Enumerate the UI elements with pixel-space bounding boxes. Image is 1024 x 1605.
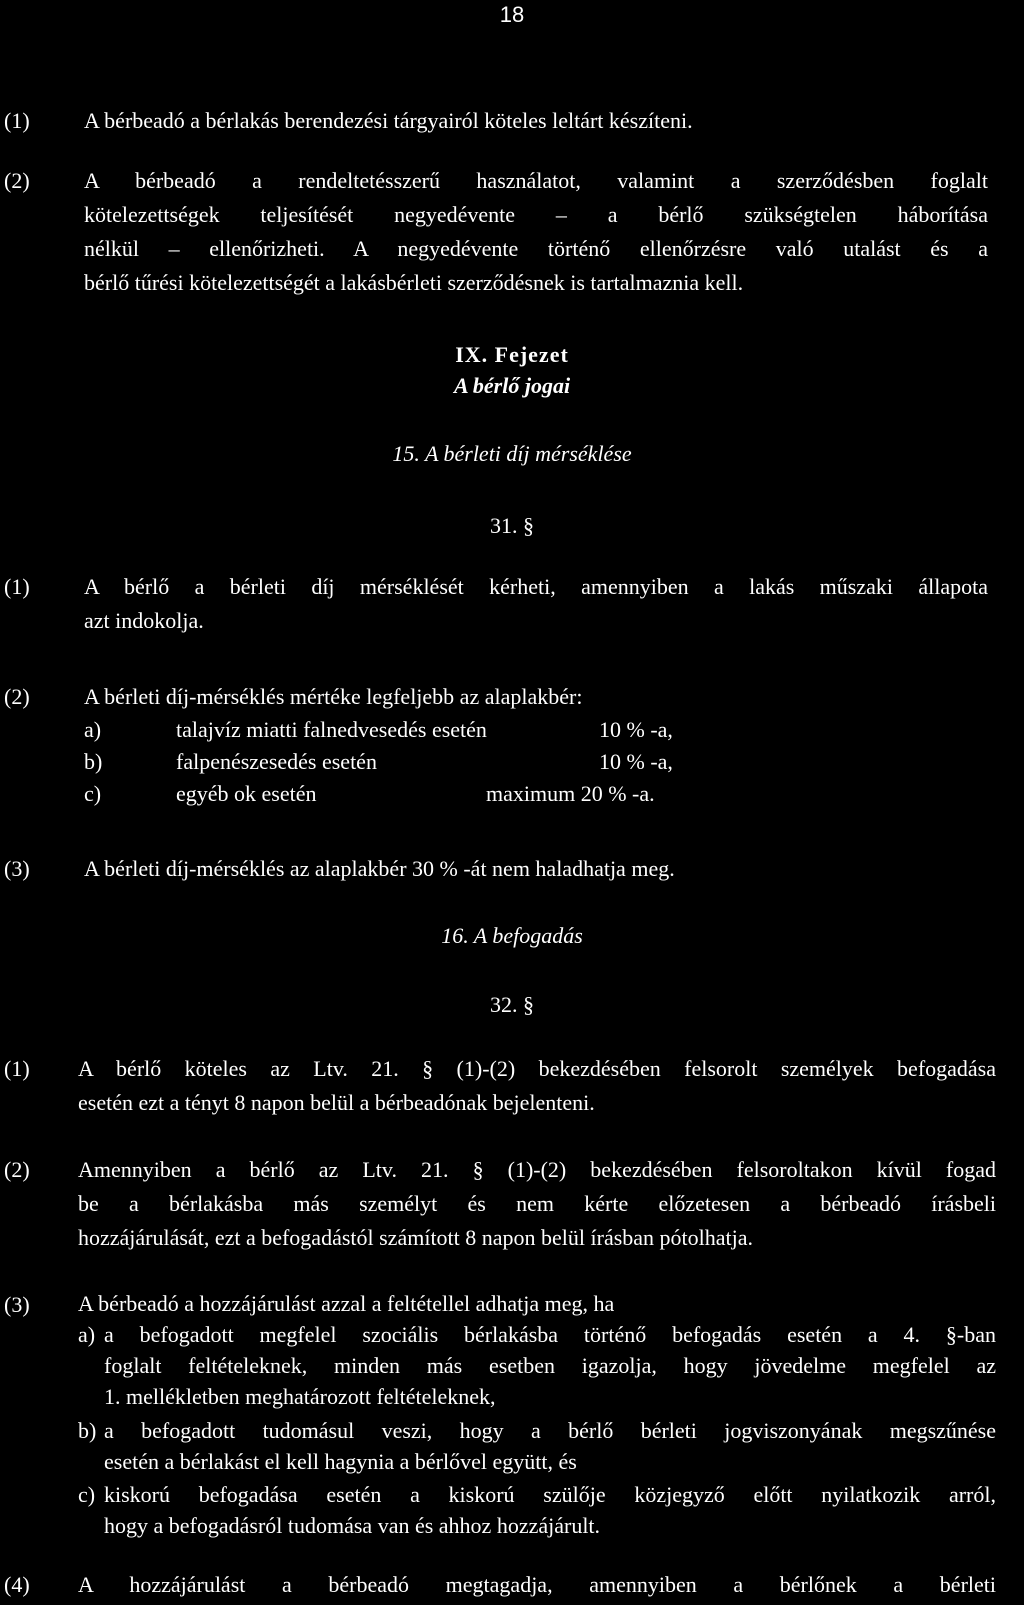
chapter-number: IX. Fejezet: [455, 342, 569, 367]
list-value: 10 % -a,: [599, 717, 673, 742]
paragraph-text: [84, 164, 988, 300]
paragraph-text: [78, 1568, 996, 1602]
list-value: 10 % -a,: [599, 749, 673, 774]
paragraph-number: (1): [4, 574, 30, 599]
paragraph-number: (3): [4, 1292, 30, 1317]
text-line: A bérleti díj-mérséklés mértéke legfeljebb az alaplakbér:: [84, 684, 583, 709]
paragraph-text: [84, 680, 988, 714]
text-line: A bérbeadó a rendeltetésszerű használatot, valamint a szerződésben foglalt: [84, 168, 988, 193]
paragraph-mark-31: 31. §: [490, 513, 534, 538]
paragraph-text: [84, 852, 988, 886]
text-line: kötelezettségek teljesítését negyedévente – a bérlő szükségtelen háborítása: [84, 202, 988, 227]
list-label: b): [78, 1418, 97, 1443]
list-text: falpenészesedés esetén: [176, 749, 377, 774]
text-line: be a bérlakásba más személyt és nem kérte előzetesen a bérbeadó írásbeli: [78, 1191, 996, 1216]
section-heading-16: 16. A befogadás: [441, 923, 583, 948]
text-line: A hozzájárulást a bérbeadó megtagadja, amennyiben a bérlőnek a bérleti: [78, 1572, 996, 1597]
paragraph-number: (2): [4, 684, 30, 709]
text-line: hozzájárulását, ezt a befogadástól számított 8 napon belül írásban pótolhatja.: [78, 1225, 754, 1250]
list-text: talajvíz miatti falnedvesedés esetén: [176, 717, 487, 742]
list-label: c): [78, 1482, 96, 1507]
list-text: [104, 1319, 996, 1412]
text-line: A bérlő a bérleti díj mérséklését kérheti, amennyiben a lakás műszaki állapota: [84, 574, 988, 599]
text-line: 1. mellékletben meghatározott feltételeknek,: [104, 1384, 496, 1409]
paragraph-number: (2): [4, 1157, 30, 1182]
text-line: A bérbeadó a hozzájárulást azzal a feltétellel adhatja meg, ha: [78, 1291, 615, 1316]
list-text: egyéb ok esetén: [176, 781, 317, 806]
list-label: c): [84, 781, 102, 806]
list-value: maximum 20 % -a.: [486, 781, 655, 806]
text-line: Amennyiben a bérlő az Ltv. 21. § (1)-(2) bekezdésében felsoroltakon kívül fogad: [78, 1157, 996, 1182]
page-number: 18: [499, 2, 525, 27]
paragraph-number: (2): [4, 168, 30, 193]
list-text: [104, 1479, 996, 1541]
list-text: [104, 1415, 996, 1477]
list-label: a): [78, 1322, 96, 1347]
paragraph-number: (4): [4, 1572, 30, 1597]
text-line: kiskorú befogadása esetén a kiskorú szülője közjegyző előtt nyilatkozik arról,: [104, 1482, 996, 1507]
text-line: bérlő tűrési kötelezettségét a lakásbérleti szerződésnek is tartalmaznia kell.: [84, 270, 744, 295]
text-line: esetén ezt a tényt 8 napon belül a bérbeadónak bejelenteni.: [78, 1090, 595, 1115]
text-line: a befogadott tudomásul veszi, hogy a bérlő bérleti jogviszonyának megszűnése: [104, 1418, 996, 1443]
paragraph-number: (1): [4, 108, 30, 133]
paragraph-text: [84, 570, 988, 638]
chapter-title: A bérlő jogai: [453, 373, 571, 398]
text-line: esetén a bérlakást el kell hagynia a bérlővel együtt, és: [104, 1449, 577, 1474]
section-heading-15: 15. A bérleti díj mérséklése: [392, 441, 632, 466]
text-line: A bérbeadó a bérlakás berendezési tárgyairól köteles leltárt készíteni.: [84, 108, 693, 133]
text-line: a befogadott megfelel szociális bérlakásba történő befogadás esetén a 4. §-ban: [104, 1322, 996, 1347]
text-line: foglalt feltételeknek, minden más esetben igazolja, hogy jövedelme megfelel az: [104, 1353, 996, 1378]
paragraph-number: (3): [4, 856, 30, 881]
text-line: A bérlő köteles az Ltv. 21. § (1)-(2) bekezdésében felsorolt személyek befogadása: [78, 1056, 996, 1081]
paragraph-number: (1): [4, 1056, 30, 1081]
list-label: b): [84, 749, 103, 774]
paragraph-text: [84, 104, 988, 138]
paragraph-text: [78, 1153, 996, 1255]
paragraph-text: [78, 1288, 996, 1319]
paragraph-mark-32: 32. §: [490, 992, 534, 1017]
list-label: a): [84, 717, 102, 742]
text-line: nélkül – ellenőrizheti. A negyedévente történő ellenőrzésre való utalást és a: [84, 236, 988, 261]
text-line: A bérleti díj-mérséklés az alaplakbér 30 % -át nem haladhatja meg.: [84, 856, 675, 881]
text-line: hogy a befogadásról tudomása van és ahhoz hozzájárult.: [104, 1513, 601, 1538]
text-line: azt indokolja.: [84, 608, 204, 633]
paragraph-text: [78, 1052, 996, 1120]
